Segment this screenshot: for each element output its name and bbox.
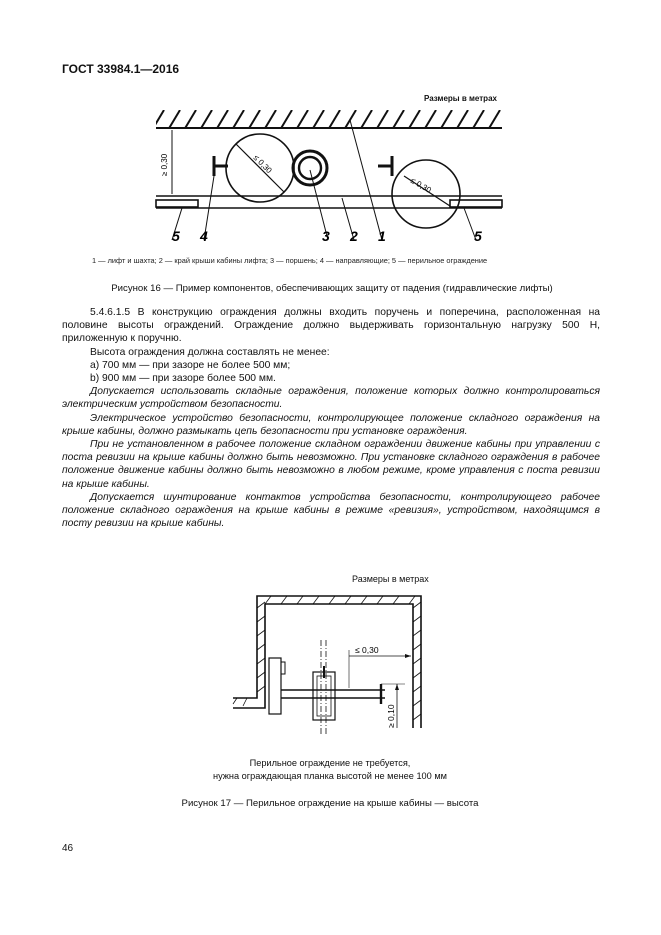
list-item-a: a) 700 мм — при зазоре не более 500 мм;	[90, 359, 291, 371]
callout-4: 4	[200, 228, 208, 244]
piston-inner	[299, 157, 321, 179]
figure16-sizes-note: Размеры в метрах	[424, 94, 497, 103]
circle-left-label: ≤ 0,30	[251, 153, 274, 176]
figure17-note-line1: Перильное ограждение не требуется,	[249, 758, 411, 768]
list-item-b: b) 900 мм — при зазоре более 500 мм.	[90, 373, 276, 385]
shaft-ceiling-hatch	[156, 110, 502, 128]
figure17-note-line2: нужна ограждающая планка высотой не менее 100 мм	[213, 770, 447, 781]
reach-circle-right	[392, 160, 460, 228]
callout-2: 2	[350, 228, 358, 244]
callout-5-right: 5	[474, 228, 482, 244]
figure17-caption: Рисунок 17 — Перильное ограждение на крыше кабины — высота	[181, 798, 479, 809]
dim-left-label: ≥ 0,30	[160, 153, 169, 176]
paragraph-movement-blocked: При не установленном в рабочее положение складном ограждении движение кабины при управлении с поста ревизии на крыше кабины должно быть невозможно. При установке складного ограждения в рабочее положение движение кабины должно быть невозможно в любом режиме, кроме управления с поста ревизии на крыше кабины.	[62, 439, 600, 490]
callout-3: 3	[322, 228, 330, 244]
figure16-drawing	[150, 90, 510, 250]
inspection-panel	[269, 658, 281, 714]
paragraph-bypass-allowed: Допускается шунтирование контактов устройства безопасности, контролирующего рабочее положение складного ограждения на крыше кабины в режиме «ревизия», устройством, находящимся в посту ревизии на крыше кабины.	[62, 491, 600, 530]
figure16-legend: 1 — лифт и шахта; 2 — край крыши кабины лифта; 3 — поршень; 4 — направляющие; 5 — перильное ограждение	[92, 256, 488, 265]
figure17-drawing	[225, 588, 435, 748]
callout-5-left: 5	[172, 228, 180, 244]
dim-vertical-label: ≥ 0,10	[386, 704, 396, 728]
paragraph-5-4-6-1-5: 5.4.6.1.5 В конструкцию ограждения должны входить поручень и поперечина, расположенная на половине высоты ограждений. Ограждение должно выдерживать горизонтальную нагрузку 500 Н, приложенную к поручню.	[62, 307, 600, 345]
page-number: 46	[62, 843, 74, 854]
dim-horizontal-label: ≤ 0,30	[355, 645, 379, 655]
callout-1: 1	[378, 228, 386, 244]
figure17-note	[160, 757, 500, 782]
paragraph-safety-device: Электрическое устройство безопасности, контролирующее положение складного ограждения на крыше кабины, должно размыкать цепь безопасности при установке ограждения.	[62, 412, 600, 437]
figure17-sizes-note: Размеры в метрах	[352, 574, 429, 584]
paragraph-height-intro: Высота ограждения должна составлять не менее:	[90, 346, 330, 358]
balustrade-left	[156, 200, 198, 207]
cabin-frame	[313, 672, 335, 720]
circle-right-label: ≤ 0,30	[409, 175, 433, 195]
paragraph-folding-allowed: Допускается использовать складные ограждения, положение которых должно контролироваться электрическим устройством безопасности.	[62, 386, 600, 411]
body-text	[62, 306, 600, 530]
document-header: ГОСТ 33984.1—2016	[62, 62, 180, 76]
figure16-caption: Рисунок 16 — Пример компонентов, обеспечивающих защиту от падения (гидравлические лифты)	[111, 283, 553, 294]
